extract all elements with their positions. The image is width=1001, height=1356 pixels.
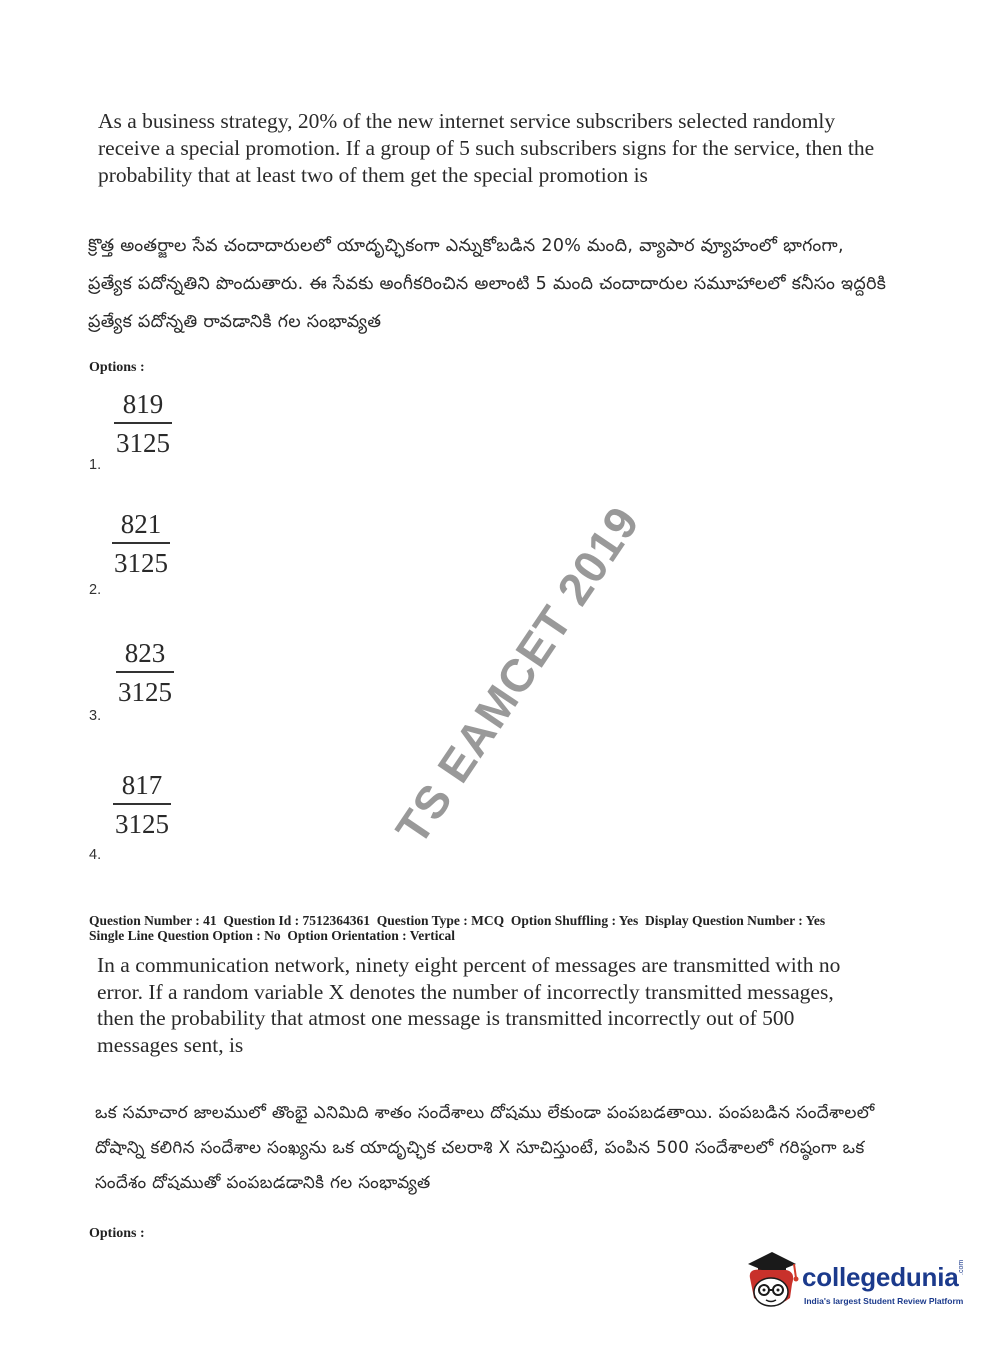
fraction-bar (113, 803, 171, 805)
option-4-numerator: 817 (121, 770, 163, 800)
fraction-bar (112, 542, 170, 544)
option-1-number: 1. (89, 457, 102, 473)
question-41-meta-line-2: Single Line Question Option : No Option Orientation : Vertical (89, 928, 456, 943)
option-3-numerator: 823 (124, 638, 166, 668)
option-3-fraction (116, 637, 174, 708)
option-4-fraction (113, 769, 171, 840)
collegedunia-logo (740, 1248, 970, 1318)
option-2-denominator: 3125 (114, 547, 168, 578)
fraction-bar (114, 422, 172, 424)
question-41-telugu: ఒక సమాచార జాలములో తొంభై ఎనిమిది శాతం సందేశాలు దోషము లేకుండా పంపబడతాయి. పంపబడిన సందేశాలలో దోషాన్ని కలిగిన సందేశాల సంఖ్యను ఒక యాదృచ్ఛిక చలరాశి X సూచిస్తుంటే, పంపిన 500 సందేశాలలో గరిష్ఠంగా ఒక సందేశం దోషముతో పంపబడడానికి గల సంభావ్యత (95, 1103, 875, 1193)
option-2-number: 2. (89, 582, 102, 598)
logo-tagline: India's largest Student Review Platform (804, 1296, 964, 1306)
question-41-meta-line-1: Question Number : 41 Question Id : 7512364361 Question Type : MCQ Option Shuffling : Yes Display Question Number : Yes (89, 913, 826, 928)
option-4-denominator: 3125 (115, 808, 169, 839)
question-41-english: In a communication network, ninety eight percent of messages are transmitted with no error. If a random variable X denotes the number of incorrectly transmitted messages, then the probability that atmost one message is transmitted incorrectly out of 500 messages sent, is (97, 953, 841, 1057)
option-1-fraction (114, 388, 172, 459)
logo-suffix: .com (958, 1259, 965, 1275)
options-label-q41: Options : (89, 1226, 145, 1241)
option-1-denominator: 3125 (116, 427, 170, 458)
question-40-english: As a business strategy, 20% of the new internet service subscribers selected randomly receive a special promotion. If a group of 5 such subscribers signs for the service, then the probability that at least two of them get the special promotion is (98, 109, 875, 187)
option-2-numerator: 821 (120, 509, 162, 539)
question-40-telugu: క్రొత్త అంతర్జాల సేవ చందాదారులలో యాదృచ్ఛికంగా ఎన్నుకోబడిన 20% మంది, వ్యాపార వ్యూహంలో భాగంగా, ప్రత్యేక పదోన్నతిని పొందుతారు. ఈ సేవకు అంగీకరించిన అలాంటి 5 మంది చందాదారుల సమూహాలలో కనీసం ఇద్దరికి ప్రత్యేక పదోన్నతి రావడానికి గల సంభావ్యత (88, 236, 887, 332)
mascot-icon (740, 1248, 802, 1314)
option-4-number: 4. (89, 847, 102, 863)
option-2-fraction (112, 508, 170, 579)
watermark: TS EAMCET 2019 (385, 496, 650, 854)
option-3-denominator: 3125 (118, 676, 172, 707)
option-3-number: 3. (89, 708, 102, 724)
options-label: Options : (89, 360, 145, 375)
option-1-numerator: 819 (122, 389, 164, 419)
fraction-bar (116, 671, 174, 673)
logo-name: collegedunia (802, 1262, 959, 1292)
